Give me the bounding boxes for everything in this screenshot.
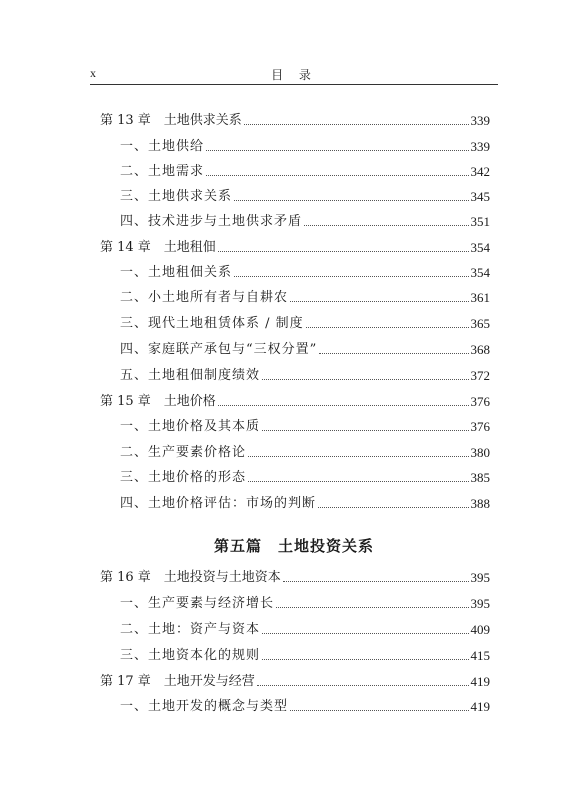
toc-section-row[interactable]: [100, 594, 490, 614]
toc-page-number: 419: [470, 674, 490, 689]
toc-entry-title: 第 17 章 土地开发与经营: [100, 674, 255, 689]
dot-leader: [248, 481, 468, 482]
toc-section-row[interactable]: [100, 697, 490, 717]
dot-leader: [318, 507, 468, 508]
dot-leader: [257, 685, 469, 686]
toc-page-number: 409: [470, 622, 490, 637]
dot-leader: [218, 251, 469, 252]
toc-page-number: 415: [470, 648, 490, 663]
toc-page-number: 380: [470, 445, 490, 460]
toc-entry-title: 一、土地价格及其本质: [120, 419, 261, 434]
toc-page-number: 361: [470, 290, 490, 305]
dot-leader: [319, 353, 468, 354]
toc-entry-title: 五、土地租佃制度绩效: [120, 368, 261, 383]
toc-section-row[interactable]: [100, 162, 490, 182]
toc-page-number: 339: [470, 139, 490, 154]
dot-leader: [234, 200, 468, 201]
toc-entry-title: 第 14 章 土地租佃: [100, 240, 216, 255]
toc-page-number: 354: [470, 240, 490, 255]
toc-section-row[interactable]: [100, 468, 490, 488]
dot-leader: [306, 327, 469, 328]
toc-section-row[interactable]: [100, 314, 490, 334]
toc-section-row[interactable]: [100, 366, 490, 386]
toc-page-number: 376: [470, 419, 490, 434]
toc-entry-title: 二、小土地所有者与自耕农: [120, 290, 289, 305]
toc-page-number: 342: [470, 164, 490, 179]
toc-entry-title: 一、生产要素与经济增长: [120, 596, 275, 611]
toc-section-row[interactable]: [100, 443, 490, 463]
toc-section-row[interactable]: [100, 646, 490, 666]
dot-leader: [206, 175, 468, 176]
toc-entry-title: 一、土地租佃关系: [120, 265, 233, 280]
running-header: [90, 66, 498, 85]
dot-leader: [283, 581, 469, 582]
toc-chapter-row[interactable]: [100, 568, 490, 588]
toc-page-number: 368: [470, 342, 490, 357]
toc-page-number: 376: [470, 394, 490, 409]
dot-leader: [290, 710, 468, 711]
toc-entry-title: 二、土地需求: [120, 164, 205, 179]
dot-leader: [234, 276, 468, 277]
toc-chapter-row[interactable]: [100, 238, 490, 258]
toc-page-number: 419: [470, 699, 490, 714]
dot-leader: [262, 659, 468, 660]
toc-entry-title: 第 15 章 土地价格: [100, 394, 216, 409]
part-heading: 第五篇 土地投资关系: [213, 537, 374, 555]
toc-page-number: 372: [470, 368, 490, 383]
page-number: x: [90, 66, 96, 80]
dot-leader: [244, 124, 469, 125]
running-title: 目 录: [271, 68, 317, 82]
toc-entry-title: 二、生产要素价格论: [120, 445, 247, 460]
toc-section-row[interactable]: [100, 340, 490, 360]
toc-chapter-row[interactable]: [100, 672, 490, 692]
dot-leader: [218, 405, 469, 406]
toc-entry-title: 一、土地开发的概念与类型: [120, 699, 289, 714]
toc-entry-title: 第 16 章 土地投资与土地资本: [100, 570, 281, 585]
toc-entry-title: 一、土地供给: [120, 139, 205, 154]
toc-page-number: 351: [470, 214, 490, 229]
dot-leader: [304, 225, 468, 226]
toc-entry-title: 三、土地价格的形态: [120, 470, 247, 485]
toc-page-number: 395: [470, 570, 490, 585]
toc-page-number: 365: [470, 316, 490, 331]
toc-section-row[interactable]: [100, 620, 490, 640]
toc-section-row[interactable]: [100, 288, 490, 308]
toc-entry-title: 四、技术进步与土地供求矛盾: [120, 214, 303, 229]
toc-chapter-row[interactable]: [100, 111, 490, 131]
toc-page-number: 388: [470, 496, 490, 511]
toc-page-number: 354: [470, 265, 490, 280]
dot-leader: [262, 379, 468, 380]
toc-section-row[interactable]: [100, 417, 490, 437]
toc-entry-title: 四、家庭联产承包与“三权分置”: [120, 342, 318, 357]
toc-entry-title: 第 13 章 土地供求关系: [100, 113, 242, 128]
toc-page-number: 345: [470, 189, 490, 204]
dot-leader: [290, 301, 468, 302]
dot-leader: [262, 430, 468, 431]
toc-entry-title: 三、土地供求关系: [120, 189, 233, 204]
toc-entry-title: 三、现代土地租赁体系 / 制度: [120, 316, 304, 331]
toc-page-number: 339: [470, 113, 490, 128]
toc-section-row[interactable]: [100, 187, 490, 207]
toc-chapter-row[interactable]: [100, 392, 490, 412]
toc-section-row[interactable]: [100, 263, 490, 283]
dot-leader: [206, 150, 468, 151]
dot-leader: [248, 456, 468, 457]
toc-section-row[interactable]: [100, 212, 490, 232]
toc-page-number: 385: [470, 470, 490, 485]
toc-entry-title: 四、土地价格评估：市场的判断: [120, 496, 317, 511]
toc-section-row[interactable]: [100, 494, 490, 514]
toc-entry-title: 二、土地：资产与资本: [120, 622, 261, 637]
dot-leader: [276, 607, 468, 608]
toc-section-row[interactable]: [100, 137, 490, 157]
dot-leader: [262, 633, 468, 634]
toc-entry-title: 三、土地资本化的规则: [120, 648, 261, 663]
toc-page-number: 395: [470, 596, 490, 611]
